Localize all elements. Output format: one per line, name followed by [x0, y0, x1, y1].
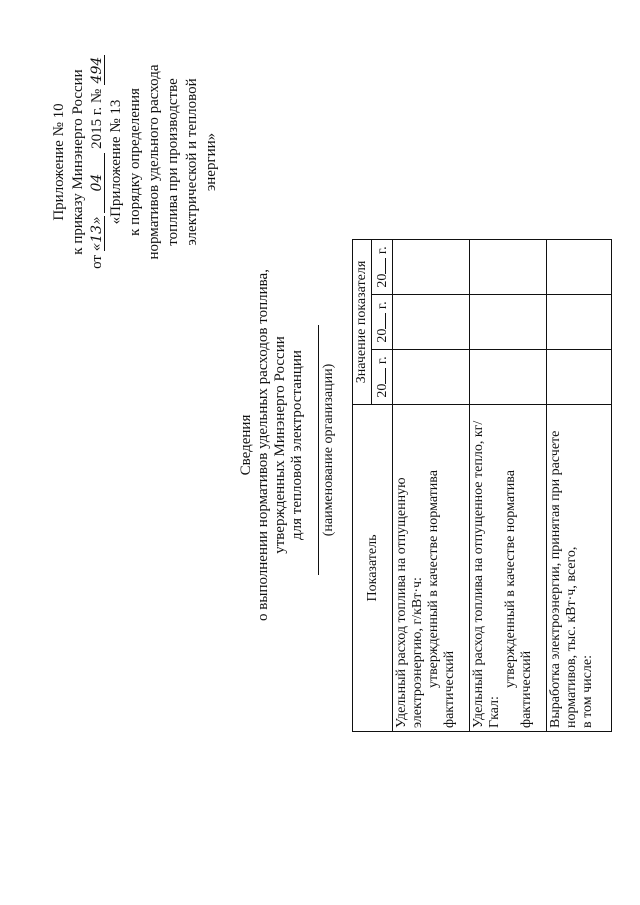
row-label	[547, 405, 612, 732]
year-column-3: 20 г.	[372, 240, 393, 295]
value-cell	[470, 295, 547, 350]
year-column-1: 20 г.	[372, 350, 393, 405]
value-cell	[393, 350, 470, 405]
value-cell	[547, 240, 612, 295]
appendix-line-7: топлива при производстве	[165, 78, 181, 246]
title-line-2: утвержденных Минэнерго России	[272, 336, 288, 554]
title-heading: Сведения	[238, 414, 254, 476]
document-title	[238, 185, 306, 705]
row-sub-approved: утвержденный в качестве норматива	[426, 470, 441, 688]
value-cell	[547, 350, 612, 405]
row-label	[393, 405, 470, 732]
order-number: 494	[89, 56, 105, 84]
table-row	[393, 240, 470, 732]
organization-caption: (наименование организации)	[321, 363, 336, 537]
value-cell	[393, 295, 470, 350]
row-label	[470, 405, 547, 732]
value-cell	[547, 295, 612, 350]
organization-field	[318, 325, 337, 575]
appendix-date-line	[88, 47, 107, 277]
row-main-text: Удельный расход топлива на отпущенную электроэнергию, г/кВт·ч:	[394, 477, 425, 728]
year-column-2: 20 г.	[372, 295, 393, 350]
appendix-quote-start: «Приложение № 13	[108, 99, 124, 225]
value-cell	[470, 240, 547, 295]
row-sub-approved: утвержденный в качестве норматива	[503, 470, 518, 688]
appendix-line-9: энергии»	[203, 132, 219, 192]
table-header-row	[353, 240, 372, 732]
appendix-order-ref: к приказу Минэнерго России	[70, 69, 86, 255]
indicator-table	[352, 239, 612, 732]
date-day: «13»	[89, 216, 105, 252]
row-main-text: Выработка электроэнергии, принятая при расчете нормативов, тыс. кВт·ч, всего,	[548, 430, 579, 728]
title-line-3: для тепловой электростанции	[289, 350, 305, 540]
title-line-1: о выполнении нормативов удельных расходов топлива,	[255, 269, 271, 621]
row-sub-actual: фактический	[519, 650, 534, 728]
date-year: 2015 г. №	[89, 88, 105, 149]
value-cell	[470, 350, 547, 405]
appendix-line-5: к порядку определения	[127, 88, 143, 236]
table-row	[547, 240, 612, 732]
date-month: 04	[90, 153, 105, 213]
row-main-text: Удельный расход топлива на отпущенное тепло, кг/Гкал:	[471, 420, 502, 728]
organization-blank-line	[318, 325, 319, 575]
date-prefix: от	[89, 255, 105, 269]
appendix-line-6: нормативов удельного расхода	[146, 64, 162, 260]
appendix-number: Приложение № 10	[51, 103, 67, 221]
row-sub-including: в том числе:	[580, 655, 595, 728]
row-sub-actual: фактический	[442, 650, 457, 728]
appendix-line-8: электрической и тепловой	[184, 78, 200, 246]
table-row	[470, 240, 547, 732]
header-indicator: Показатель	[353, 405, 393, 732]
appendix-header	[50, 47, 221, 277]
value-cell	[393, 240, 470, 295]
header-values: Значение показателя	[353, 240, 372, 405]
